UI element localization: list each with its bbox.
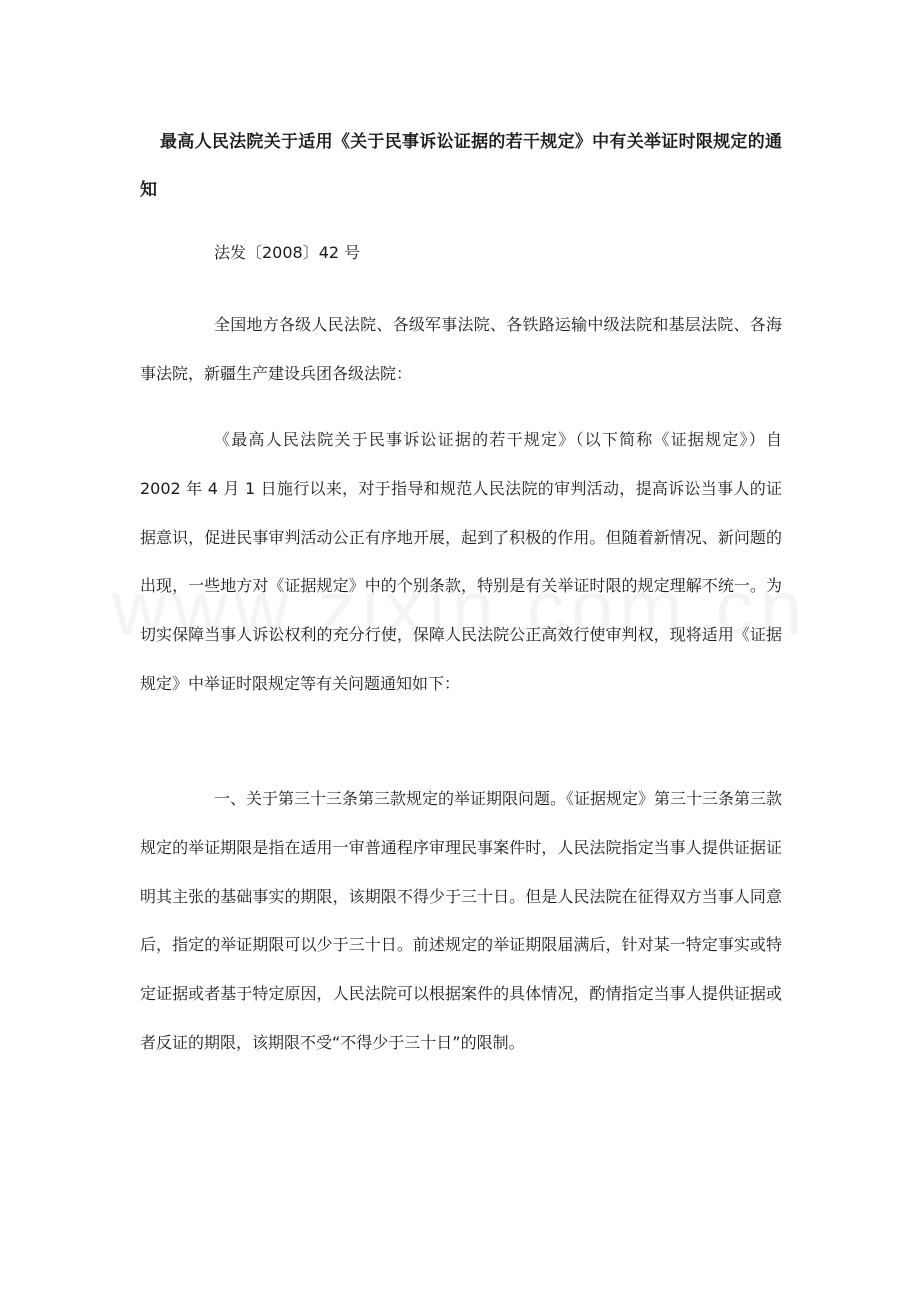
- document-title: 最高人民法院关于适用《关于民事诉讼证据的若干规定》中有关举证时限规定的通知: [140, 132, 782, 200]
- body-paragraph-article-one: 一、关于第三十三条第三款规定的举证期限问题。《证据规定》第三十三条第三款规定的举证期限是指在适用一审普通程序审理民事案件时，人民法院指定当事人提供证据证明其主张的基础事实的期限，该期限不得少于三十日。但是人民法院在征得双方当事人同意后，指定的举证期限可以少于三十日。前述规定的举证期限届满后，针对某一特定事实或特定证据或者基于特定原因，人民法院可以根据案件的具体情况，酌情指定当事人提供证据或者反证的期限，该期限不受“不得少于三十日”的限制。: [140, 789, 783, 1052]
- body-paragraph-intro: 《最高人民法院关于民事诉讼证据的若干规定》（以下简称《证据规定》）自 2002 年 4 月 1 日施行以来，对于指导和规范人民法院的审判活动，提高诉讼当事人的证据意识，促进民事审判活动公正有序地开展，起到了积极的作用。但随着新情况、新问题的出现，一些地方对《证据规定》中的个别条款，特别是有关举证时限的规定理解不统一。为切实保障当事人诉讼权利的充分行使，保障人民法院公正高效行使审判权，现将适用《证据规定》中举证时限规定等有关问题通知如下：: [140, 430, 782, 693]
- document-number: 法发〔2008〕42 号: [214, 243, 361, 262]
- addressee-paragraph: 全国地方各级人民法院、各级军事法院、各铁路运输中级法院和基层法院、各海事法院，新疆生产建设兵团各级法院：: [140, 315, 782, 383]
